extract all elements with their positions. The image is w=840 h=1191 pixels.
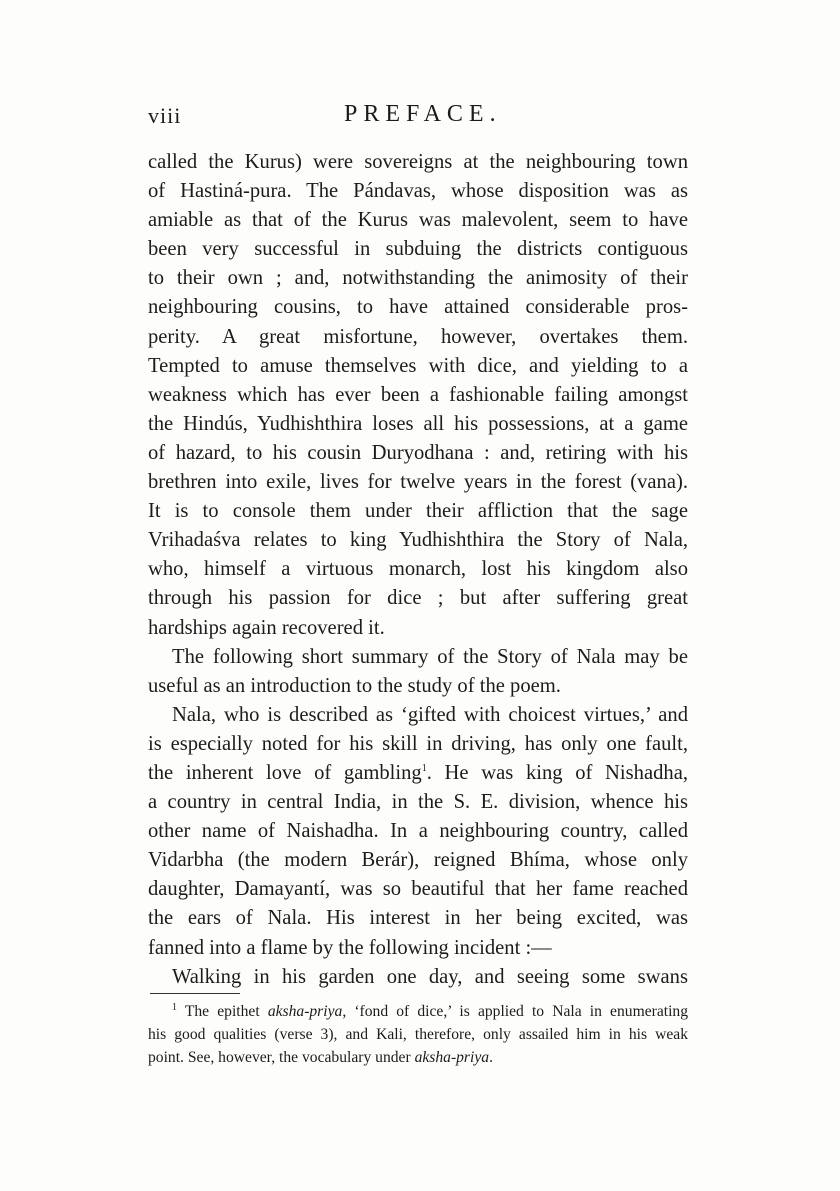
paragraph-start-line: Walking in his garden one day, and seeing some swans [172,965,688,988]
footnote-line: his good qualities (verse 3), and Kali, therefore, only assailed him in his weak [148,1026,688,1043]
text-fragment: point. See, however, the vocabulary under [148,1049,415,1066]
text-line: the Hindús, Yudhishthira loses all his possessions, at a game [148,412,688,435]
text-line: through his passion for dice ; but after suffering great [148,587,688,610]
text-fragment: the inherent love of gambling [148,761,422,784]
page-number: viii [148,103,182,128]
footnote [148,1000,688,1069]
text-line: Vidarbha (the modern Berár), reigned Bhíma, whose only [148,849,688,872]
footnote-line [148,1046,688,1069]
footnote-divider [150,993,240,994]
text-fragment: , ‘fond of dice,’ is applied to Nala in enumerating [342,1003,688,1020]
text-line: neighbouring cousins, to have attained considerable pros- [148,296,688,319]
text-line: called the Kurus) were sovereigns at the neighbouring town [148,151,688,173]
text-line: It is to console them under their affliction that the sage [148,500,688,523]
text-line: perity. A great misfortune, however, overtakes them. [148,325,688,348]
italic-term: aksha-priya [414,1049,490,1066]
text-line: to their own ; and, notwithstanding the animosity of their [148,267,688,290]
text-line: weakness which has ever been a fashionable failing amongst [148,383,688,406]
text-line: daughter, Damayantí, was so beautiful that her fame reached [148,878,688,901]
text-line: Vrihadaśva relates to king Yudhishthira the Story of Nala, [148,529,688,552]
text-fragment: The epithet [184,1003,268,1020]
text-line: fanned into a flame by the following incident :— [148,936,552,959]
text-line: useful as an introduction to the study of the poem. [148,674,561,697]
text-line: been very successful in subduing the districts contiguous [148,238,688,261]
text-fragment: . [489,1049,493,1066]
running-header [148,103,688,137]
paragraph-start-line: Nala, who is described as ‘gifted with choicest virtues,’ and [172,703,688,726]
text-line: amiable as that of the Kurus was malevolent, seem to have [148,209,688,232]
text-line: of Hastiná-pura. The Pándavas, whose disposition was as [148,180,688,203]
footnote-marker: 1 [172,1001,177,1013]
text-line: Tempted to amuse themselves with dice, and yielding to a [148,354,688,377]
text-line: the ears of Nala. His interest in her being excited, was [148,907,688,930]
text-line: of hazard, to his cousin Duryodhana : and, retiring with his [148,441,688,464]
text-line-with-footnote-ref [148,759,688,788]
paragraph-start-line: The following short summary of the Story of Nala may be [172,645,688,668]
text-line: brethren into exile, lives for twelve years in the forest (vana). [148,471,688,494]
text-line: who, himself a virtuous monarch, lost his kingdom also [148,558,688,581]
body-text [148,148,688,992]
footnote-reference: 1 [421,763,427,775]
running-title: PREFACE. [344,101,502,127]
text-fragment: . He was king of Nishadha, [426,761,688,784]
text-line: hardships again recovered it. [148,616,385,639]
text-line: a country in central India, in the S. E. division, whence his [148,791,688,814]
italic-term: aksha-priya [267,1003,343,1020]
text-line: other name of Naishadha. In a neighbouring country, called [148,820,688,843]
text-line: is especially noted for his skill in driving, has only one fault, [148,732,688,755]
footnote-line [148,1000,688,1023]
